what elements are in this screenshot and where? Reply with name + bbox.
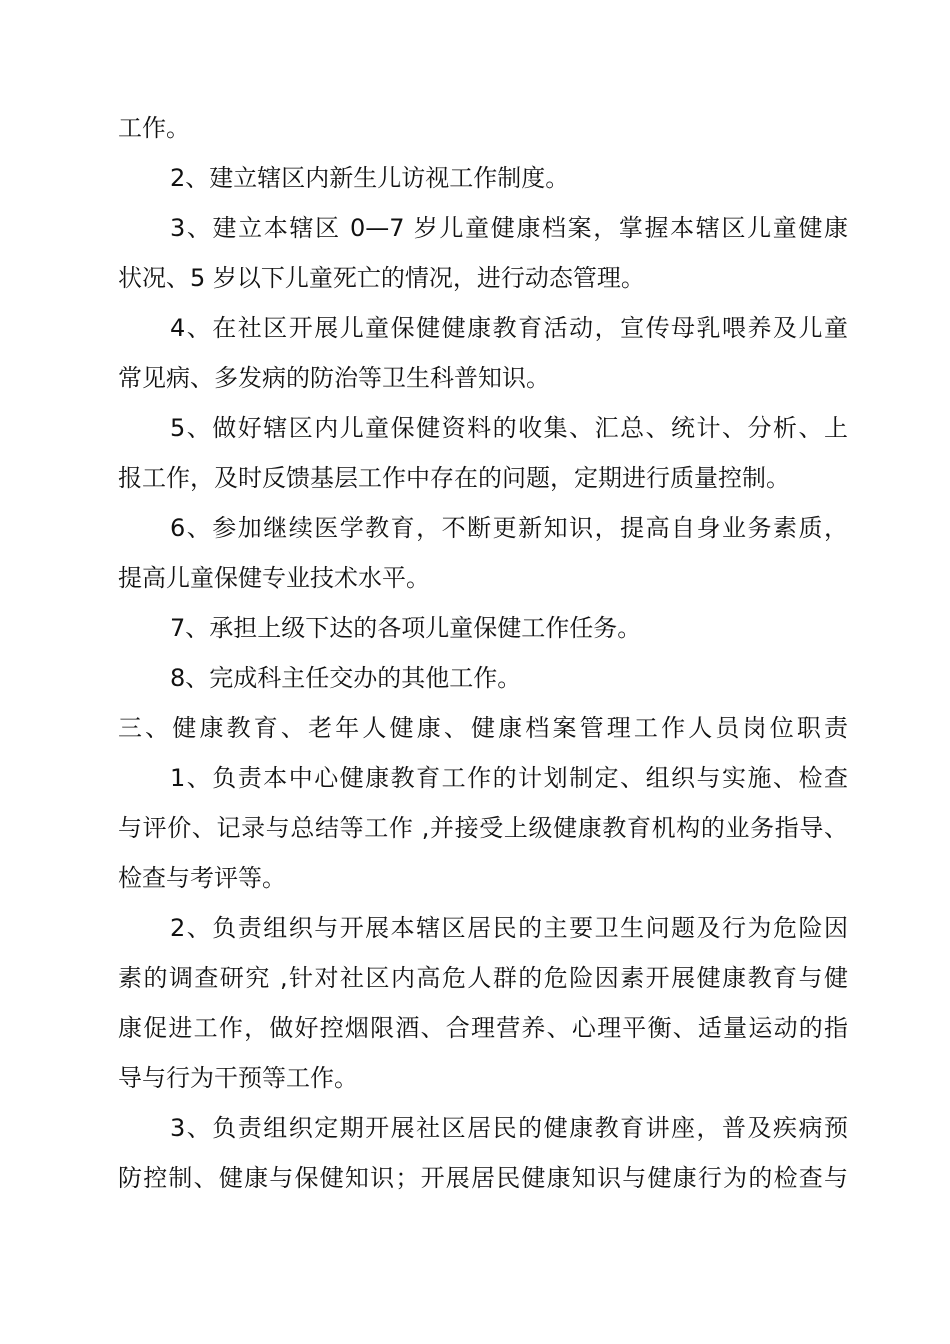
text-line: 报工作，及时反馈基层工作中存在的问题，定期进行质量控制。 xyxy=(118,464,790,492)
text-line: 3、建立本辖区 0—7 岁儿童健康档案，掌握本辖区儿童健康 xyxy=(170,214,848,242)
text-line: 8、完成科主任交办的其他工作。 xyxy=(170,664,522,692)
text-line: 康促进工作，做好控烟限酒、合理营养、心理平衡、适量运动的指 xyxy=(118,1014,848,1042)
text-line: 5、做好辖区内儿童保健资料的收集、汇总、统计、分析、上 xyxy=(170,414,848,442)
text-line: 6、参加继续医学教育，不断更新知识，提高自身业务素质， xyxy=(170,514,848,542)
text-line: 防控制、健康与保健知识；开展居民健康知识与健康行为的检查与 xyxy=(118,1164,848,1192)
text-line: 与评价、记录与总结等工作 ,并接受上级健康教育机构的业务指导、 xyxy=(118,814,848,842)
text-line: 导与行为干预等工作。 xyxy=(118,1064,358,1092)
text-line: 常见病、多发病的防治等卫生科普知识。 xyxy=(118,364,550,392)
text-line: 1、负责本中心健康教育工作的计划制定、组织与实施、检查 xyxy=(170,764,848,792)
section-heading: 三、健康教育、老年人健康、健康档案管理工作人员岗位职责 xyxy=(118,714,848,742)
text-line: 检查与考评等。 xyxy=(118,864,286,892)
text-line: 素的调查研究 ,针对社区内高危人群的危险因素开展健康教育与健 xyxy=(118,964,848,992)
text-line: 工作。 xyxy=(118,114,190,142)
text-line: 3、负责组织定期开展社区居民的健康教育讲座，普及疾病预 xyxy=(170,1114,848,1142)
document-body xyxy=(118,103,848,1203)
text-line: 4、在社区开展儿童保健健康教育活动，宣传母乳喂养及儿童 xyxy=(170,314,848,342)
text-line: 2、建立辖区内新生儿访视工作制度。 xyxy=(170,164,570,192)
text-line: 提高儿童保健专业技术水平。 xyxy=(118,564,430,592)
text-line: 2、负责组织与开展本辖区居民的主要卫生问题及行为危险因 xyxy=(170,914,848,942)
text-line: 状况、5 岁以下儿童死亡的情况，进行动态管理。 xyxy=(118,264,645,292)
text-line: 7、承担上级下达的各项儿童保健工作任务。 xyxy=(170,614,642,642)
